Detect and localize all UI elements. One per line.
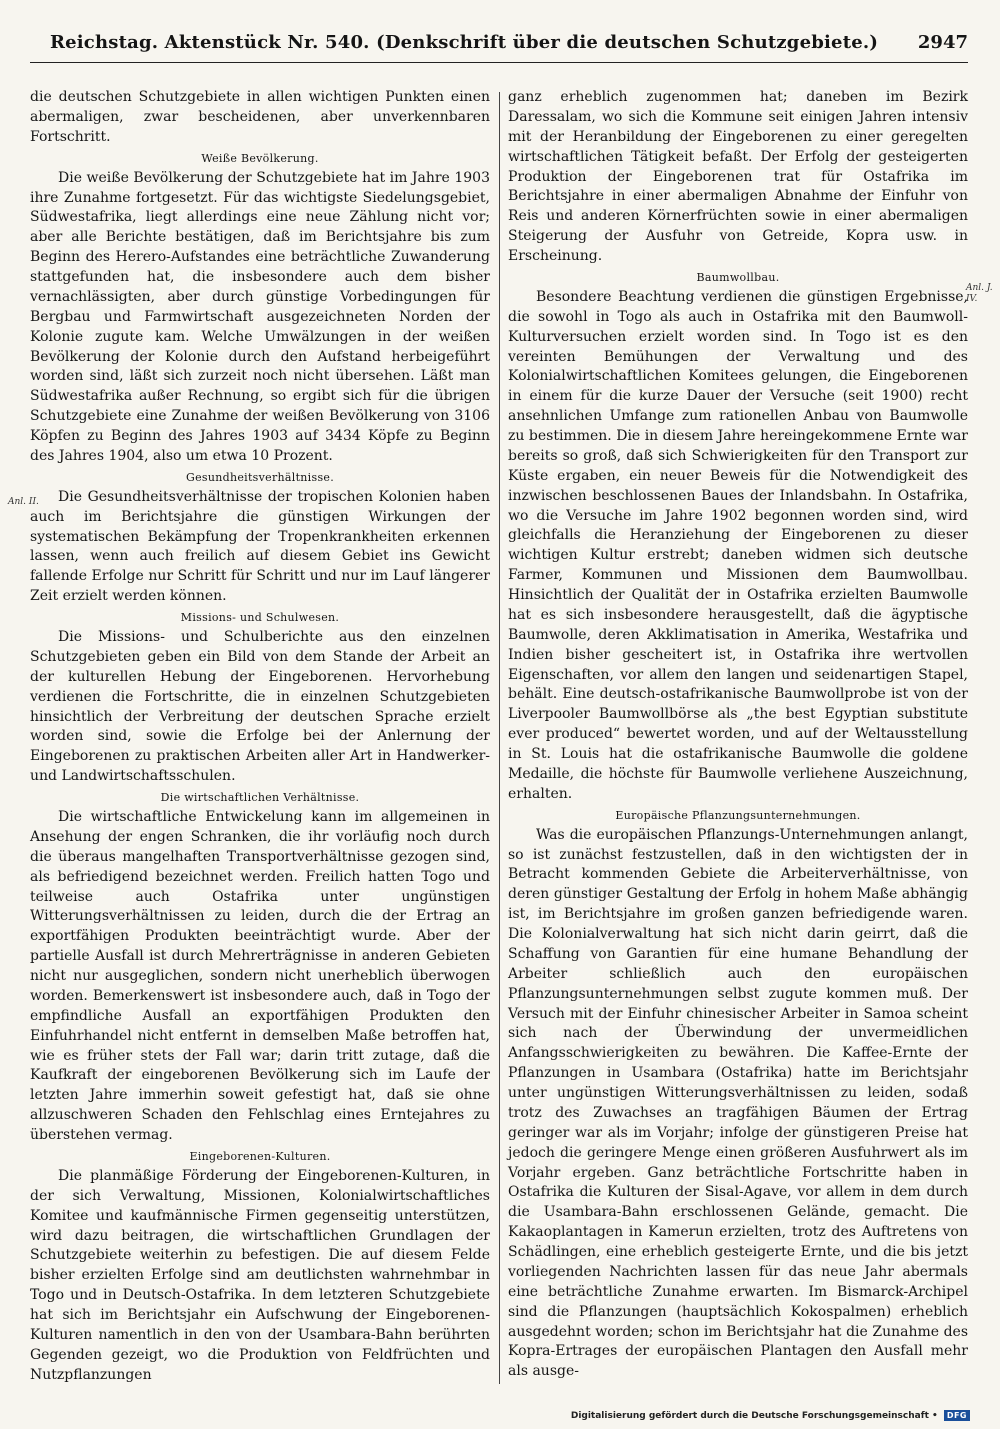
right-column: [508, 88, 968, 1382]
page-title: Reichstag. Aktenstück Nr. 540. (Denkschrift über die deutschen Schutzgebiete.): [49, 32, 879, 53]
paragraph: Die wirtschaftliche Entwickelung kann im allgemeinen in Ansehung der engen Schranken, die ihr vorläufig noch durch die überaus mangelhaften Transportverhältnisse gezogen sind, als befriedigend bezeichnet werden. Freilich hatten Togo und teilweise auch Ostafrika unter ungünstigen Witterungsverhältnissen zu leiden, durch die der Ertrag an exportfähigen Produkten beeinträchtigt wurde. Aber der partielle Ausfall ist durch Mehrerträgnisse in anderen Gebieten nicht nur ausgeglichen, sondern nicht unerheblich überwogen worden. Bemerkenswert ist insbesondere auch, daß in Togo der empfindliche Ausfall an exportfähigen Produkten den Einfuhrhandel nicht entfernt in demselben Maße betroffen hat, wie es früher stets der Fall war; darin tritt zutage, daß die Kaufkraft der eingeborenen Bevölkerung sich im Laufe der letzten Jahre immerhin soweit gefestigt hat, daß sie ohne allzuschweren Schaden den Fehlschlag eines Erntejahres zu überstehen vermag.: [30, 809, 490, 1143]
section-heading: Baumwollbau.: [696, 270, 780, 284]
paragraph: Die planmäßige Förderung der Eingeborenen-Kulturen, in der sich Verwaltung, Missionen, Kolonialwirtschaftliches Komitee und kaufmännische Firmen gegenseitig unterstützen, wird dazu beitragen, die wirtschaftlichen Grundlagen der Schutzgebiete weiterhin zu befestigen. Die auf diesem Felde bisher erzielten Erfolge sind am deutlichsten wahrnehmbar in Togo und in Deutsch-Ostafrika. In dem letzteren Schutzgebiete hat sich im Berichtsjahr ein Aufschwung der Eingeborenen-Kulturen namentlich in den von der Usambara-Bahn berührten Gegenden gezeigt, wo die Produktion von Feldfrüchten und Nutzpflanzungen: [30, 1167, 490, 1383]
dfg-logo-icon: DFG: [944, 1410, 970, 1421]
column-divider: [499, 92, 500, 1384]
paragraph: Die Missions- und Schulberichte aus den einzelnen Schutzgebieten geben ein Bild von dem Stande der Arbeit an der kulturellen Hebung der Eingeborenen. Hervorhebung verdienen die Fortschritte, die in einzelnen Schutzgebieten hinsichtlich der Verbreitung der deutschen Sprache erzielt worden sind, sowie die Erfolge bei der Anlernung der Eingeborenen zu praktischen Arbeiten aller Art in Handwerker- und Landwirtschaftsschulen.: [30, 629, 490, 785]
paragraph: ganz erheblich zugenommen hat; daneben im Bezirk Daressalam, wo sich die Kommune seit einigen Jahren intensiv mit der Heranbildung der Eingeborenen zu einer geregelten wirtschaftlichen Tätigkeit befaßt. Der Erfolg der gesteigerten Produktion der Eingeborenen trat für Ostafrika im Berichtsjahre in einer abermaligen Abnahme der Einfuhr von Reis und anderen Körnerfrüchten sowie in einer abermaligen Steigerung der Ausfuhr von Getreide, Kopra usw. in Erscheinung.: [508, 89, 968, 264]
section-heading: Die wirtschaftlichen Verhältnisse.: [160, 791, 360, 804]
margin-note-left: Anl. II.: [8, 497, 39, 507]
footer: [571, 1410, 970, 1421]
section-heading: Weiße Bevölkerung.: [201, 151, 319, 165]
section-heading: Eingeborenen-Kulturen.: [189, 1149, 331, 1163]
section-heading: Missions- und Schulwesen.: [180, 611, 340, 624]
margin-note-right: Anl. J. IV.: [966, 283, 993, 304]
page-number: 2947: [917, 32, 968, 53]
section-heading: Europäische Pflanzungsunternehmungen.: [615, 808, 861, 822]
paragraph: Die Gesundheitsverhältnisse der tropischen Kolonien haben auch im Berichtsjahre die günstigen Wirkungen der systematischen Bekämpfung der Tropenkrankheiten erkennen lassen, wenn auch freilich auf diesem Gebiet ins Gewicht fallende Erfolge nur Schritt für Schritt und nur im Lauf längerer Zeit erzielt werden können.: [30, 488, 490, 605]
footer-credit: Digitalisierung gefördert durch die Deutsche Forschungsgemeinschaft •: [570, 1410, 938, 1421]
paragraph: Besondere Beachtung verdienen die günstigen Ergebnisse, die sowohl in Togo als auch in Ostafrika mit den Baumwoll-Kulturversuchen erzielt worden sind. In Togo ist es den vereinten Bemühungen der Verwaltung und des Kolonialwirtschaftlichen Komitees gelungen, die Eingeborenen in einem für die kurze Dauer der Versuche (seit 1900) recht ansehnlichen Umfange zum rationellen Anbau von Baumwolle zu bestimmen. Die in diesem Jahre hereingekommene Ernte war bereits so groß, daß sich Schwierigkeiten für den Transport zur Küste ergaben, ein neuer Beweis für die Notwendigkeit des inzwischen beschlossenen Baues der Inlandsbahn. In Ostafrika, wo die Versuche im Jahre 1902 begonnen worden sind, wird gleichfalls die Heranziehung der Eingeborenen zu dieser wichtigen Kultur erstrebt; daneben widmen sich deutsche Farmer, Kommunen und Missionen dem Baumwollbau. Hinsichtlich der Qualität der in Ostafrika erzielten Baumwolle hat es sich insbesondere herausgestellt, daß die ägyptische Baumwolle, deren Akklimatisation in Amerika, Westafrika und Indien bisher gescheitert ist, in Ostafrika ihre wertvollen Eigenschaften, vor allem den langen und seidenartigen Stapel, behält. Eine deutsch-ostafrikanische Baumwollprobe ist von der Liverpooler Baumwollbörse als „the best Egyptian substitute ever produced“ bewertet worden, und auf der Weltausstellung in St. Louis hat die ostafrikanische Baumwolle die goldene Medaille, die höchste für Baumwolle verliehene Auszeichnung, erhalten.: [508, 288, 968, 802]
section-heading: Gesundheitsverhältnisse.: [186, 470, 334, 484]
left-column: [30, 88, 490, 1386]
paragraph: Was die europäischen Pflanzungs-Unternehmungen anlangt, so ist zunächst festzustellen, daß in den wichtigsten der in Betracht kommenden Gebiete die Arbeiterverhältnisse, von deren günstiger Gestaltung der Erfolg in hohem Maße abhängig ist, im Berichtsjahre im großen ganzen befriedigende waren. Die Kolonialverwaltung hat sich nicht darin geirrt, daß die Schaffung von Garantien für eine humane Behandlung der Arbeiter schließlich auch den europäischen Pflanzungsunternehmungen selbst zugute kommen muß. Der Versuch mit der Einfuhr chinesischer Arbeiter in Samoa scheint sich nach der Überwindung der unvermeidlichen Anfangsschwierigkeiten zu bewähren. Die Kaffee-Ernte der Pflanzungen in Usambara (Ostafrika) hatte im Berichtsjahr unter ungünstigen Witterungsverhältnissen zu leiden, sodaß trotz des Zuwachses an tragfähigen Bäumen der Ertrag geringer war als im Vorjahr; infolge der günstigeren Preise hat jedoch die geringere Menge einen größeren Ausfuhrwert als im Vorjahr ergeben. Ganz beträchtliche Fortschritte haben in Ostafrika die Kulturen der Sisal-Agave, vor allem in dem durch die Usambara-Bahn erschlossenen Gelände, gemacht. Die Kakaoplantagen in Kamerun erzielten, trotz des Auftretens von Schädlingen, eine erheblich gesteigerte Ernte, und die bis jetzt vorliegenden Nachrichten lassen für das neue Jahr abermals eine beträchtliche Zunahme erwarten. Im Bismarck-Archipel sind die Pflanzungen (hauptsächlich Kokospalmen) erheblich ausgedehnt worden; schon im Berichtsjahr hat die Zunahme des Kopra-Ertrages der europäischen Plantagen den Ausfall mehr als ausge-: [508, 826, 968, 1380]
page-header: [30, 30, 968, 63]
paragraph: die deutschen Schutzgebiete in allen wichtigen Punkten einen abermaligen, zwar bescheidenen, aber unverkennbaren Fortschritt.: [30, 89, 490, 145]
paragraph: Die weiße Bevölkerung der Schutzgebiete hat im Jahre 1903 ihre Zunahme fortgesetzt. Für das wichtigste Siedelungsgebiet, Südwestafrika, liegt allerdings eine neue Zählung nicht vor; aber alle Berichte bestätigen, daß im Berichtsjahre bis zum Beginn des Herero-Aufstandes eine beträchtliche Zuwanderung stattgefunden hat, die insbesondere auch dem bisher vernachlässigten, aber durch günstige Vorbedingungen für Bergbau und Farmwirtschaft ausgezeichneten Norden der Kolonie zugute kam. Welche Umwälzungen in der weißen Bevölkerung der Kolonie durch den Aufstand herbeigeführt worden sind, läßt sich zurzeit noch nicht übersehen. Läßt man Südwestafrika außer Rechnung, so ergibt sich für die übrigen Schutzgebiete eine Zunahme der weißen Bevölkerung von 3106 Köpfen zu Beginn des Jahres 1903 auf 3434 Köpfe zu Beginn des Jahres 1904, also um etwa 10 Prozent.: [30, 169, 490, 464]
